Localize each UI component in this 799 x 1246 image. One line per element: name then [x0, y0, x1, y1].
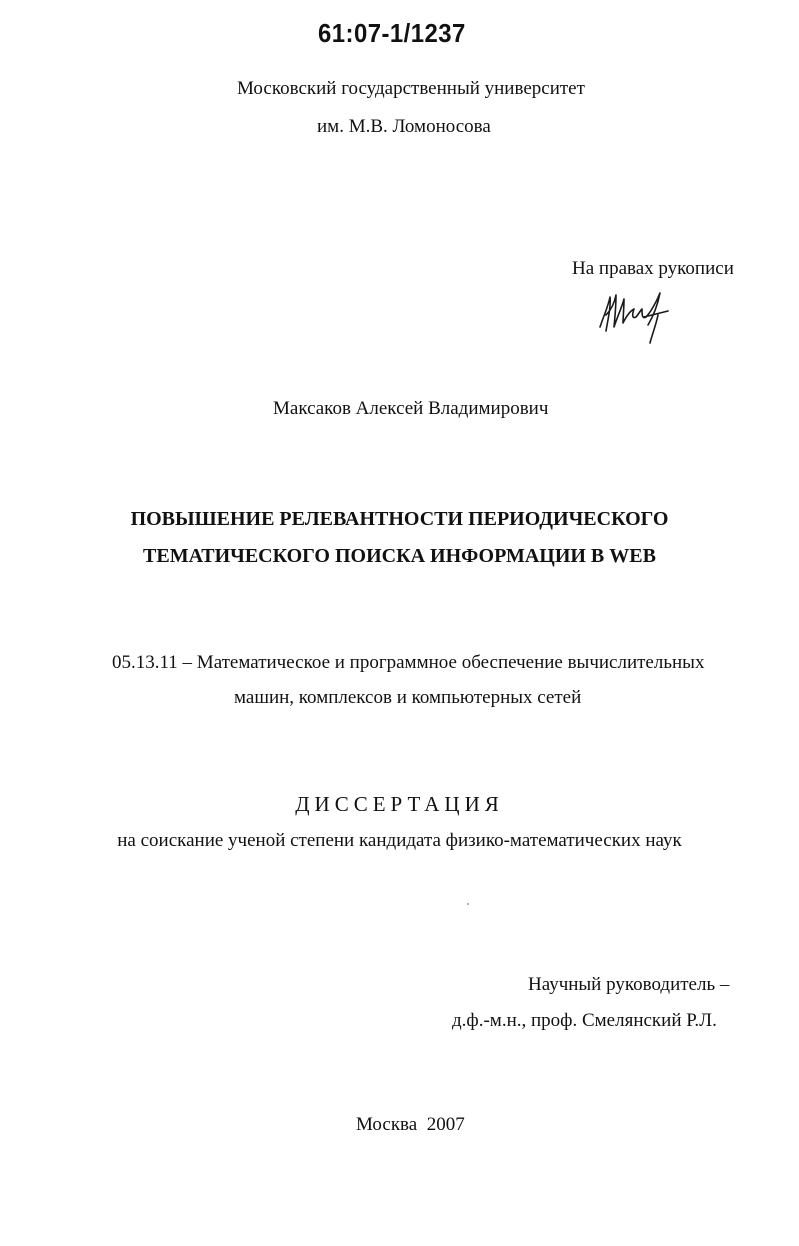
dissertation-title-line-2: ТЕМАТИЧЕСКОГО ПОИСКА ИНФОРМАЦИИ В WEB [143, 545, 656, 567]
degree-description: на соискание ученой степени кандидата физико-математических наук [117, 830, 682, 851]
archive-stamp-number: 61:07-1/1237 [318, 18, 466, 48]
specialty-line-1: 05.13.11 – Математическое и программное обеспечение вычислительных [112, 652, 705, 673]
document-type-heading: ДИССЕРТАЦИЯ [295, 792, 504, 816]
dissertation-title-line-1: ПОВЫШЕНИЕ РЕЛЕВАНТНОСТИ ПЕРИОДИЧЕСКОГО [130, 508, 669, 530]
supervisor-name: д.ф.-м.н., проф. Смелянский Р.Л. [452, 1010, 717, 1031]
supervisor-label: Научный руководитель – [528, 974, 730, 995]
place-and-year: Москва 2007 [356, 1114, 465, 1135]
handwritten-signature [596, 285, 676, 347]
author-name: Максаков Алексей Владимирович [273, 398, 549, 419]
specialty-line-2: машин, комплексов и компьютерных сетей [234, 687, 582, 708]
university-named-after: им. М.В. Ломоносова [317, 116, 491, 137]
university-name: Московский государственный университет [237, 78, 585, 99]
scan-speck [467, 903, 469, 905]
manuscript-rights-note: На правах рукописи [572, 258, 734, 279]
